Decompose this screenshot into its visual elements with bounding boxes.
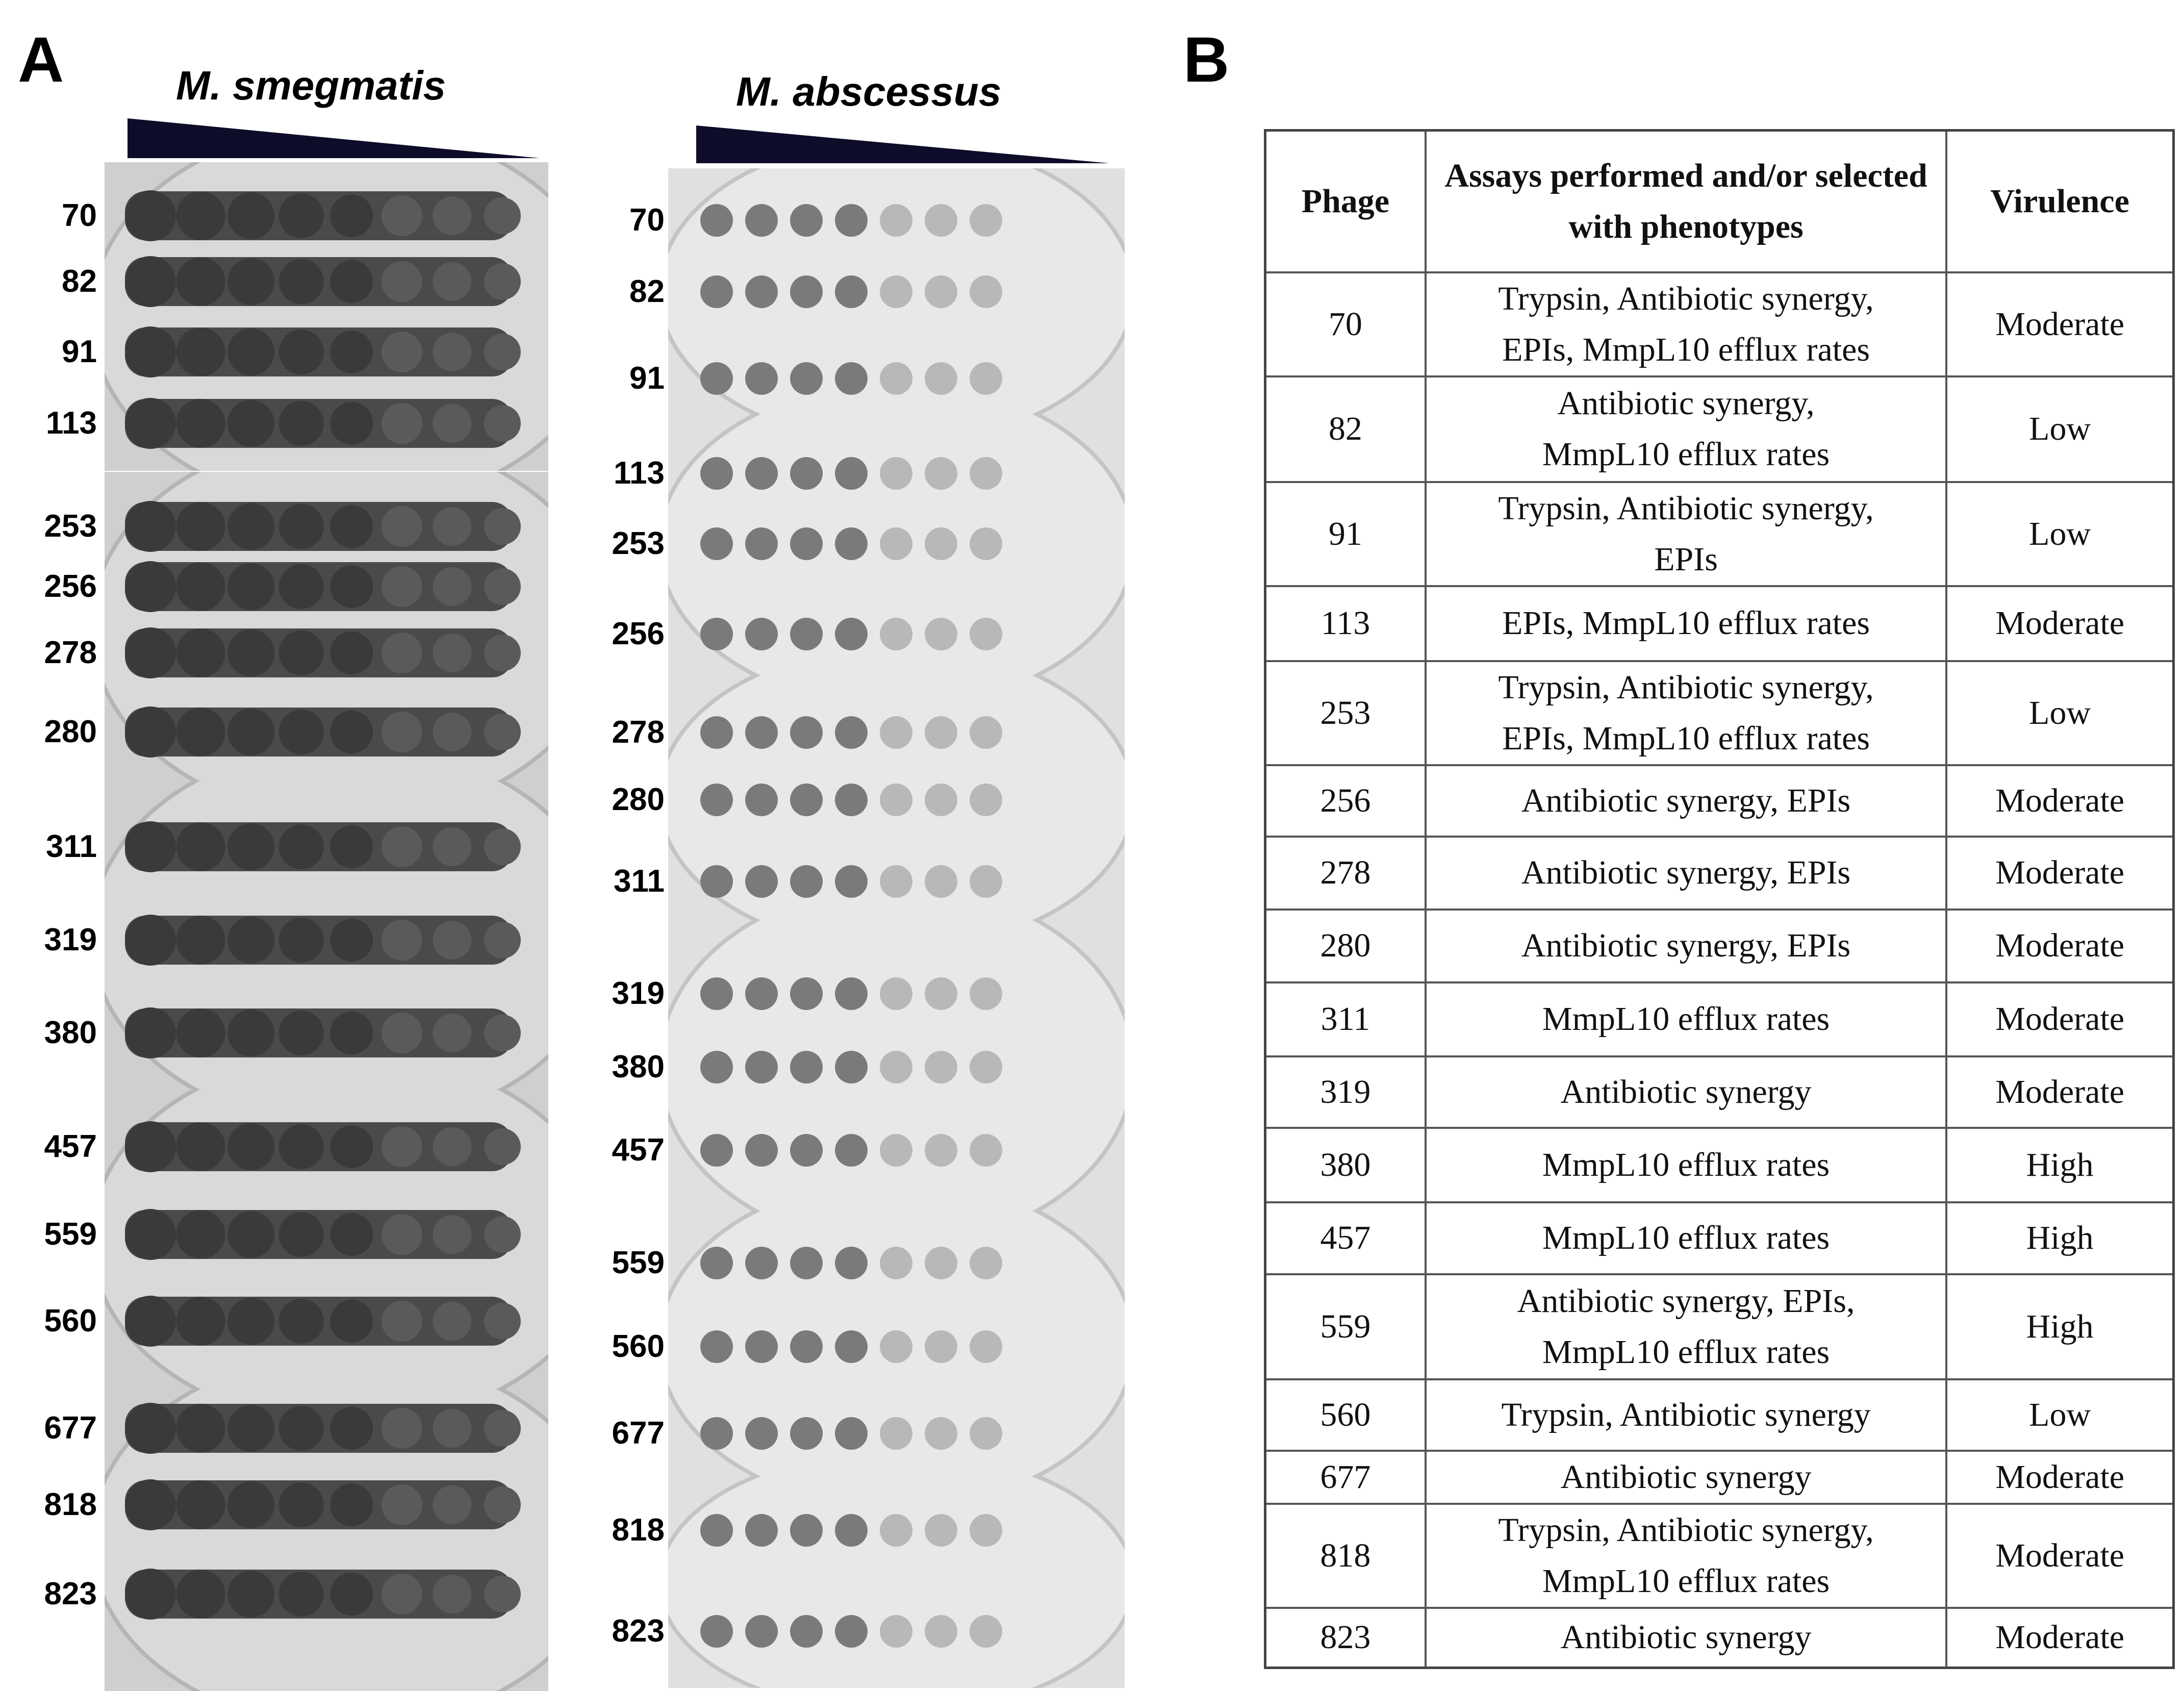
left-phage-row-label: 256 — [44, 569, 97, 604]
cell-phage: 457 — [1265, 1202, 1426, 1274]
cell-assays — [1426, 1128, 1946, 1202]
left-phage-row-label: 818 — [44, 1487, 97, 1522]
left-phage-row-label: 457 — [44, 1129, 97, 1164]
assay-line: Antibiotic synergy — [1560, 1458, 1812, 1496]
cell-assays — [1426, 765, 1946, 837]
cell-phage: 253 — [1265, 661, 1426, 765]
cell-assays — [1426, 482, 1946, 586]
cell-assays — [1426, 837, 1946, 910]
cell-assays — [1426, 1056, 1946, 1128]
header-assays: Assays performed and/or selected with phenotypes — [1426, 131, 1946, 272]
left-phage-row-label: 380 — [44, 1015, 97, 1050]
cell-phage: 82 — [1265, 376, 1426, 482]
cell-phage: 91 — [1265, 482, 1426, 586]
assay-line: Trypsin, Antibiotic synergy — [1501, 1396, 1871, 1433]
assay-line: EPIs — [1654, 540, 1718, 578]
right-plate-drawing — [668, 675, 1125, 920]
cell-phage: 311 — [1265, 982, 1426, 1056]
cell-virulence: Low — [1946, 1379, 2173, 1451]
right-phage-row-label: 559 — [612, 1245, 665, 1280]
table-row — [1265, 765, 2174, 837]
assay-line: Trypsin, Antibiotic synergy, — [1498, 489, 1874, 527]
right-phage-row-label: 380 — [612, 1049, 665, 1084]
right-plate-image — [668, 920, 1125, 1211]
left-phage-row-label: 91 — [62, 334, 97, 369]
table-row — [1265, 1128, 2174, 1202]
assay-line: Trypsin, Antibiotic synergy, — [1498, 1511, 1874, 1549]
left-plate-drawing — [105, 1389, 548, 1691]
left-phage-row-label: 253 — [44, 509, 97, 544]
left-plate-image — [105, 162, 548, 471]
right-plate-drawing — [668, 1211, 1125, 1476]
assay-line: Antibiotic synergy — [1560, 1073, 1812, 1110]
assay-line: MmpL10 efflux rates — [1542, 1333, 1830, 1371]
cell-virulence: Moderate — [1946, 765, 2173, 837]
table-row — [1265, 376, 2174, 482]
cell-assays — [1426, 1504, 1946, 1608]
cell-virulence: Moderate — [1946, 910, 2173, 982]
assay-line: EPIs, MmpL10 efflux rates — [1502, 604, 1870, 642]
cell-phage: 280 — [1265, 910, 1426, 982]
left-phage-row-label: 311 — [45, 829, 97, 864]
left-phage-row-label: 677 — [44, 1410, 97, 1446]
dilution-wedge-abscessus — [696, 125, 1110, 164]
panel-b-letter: B — [1183, 24, 1230, 95]
left-plate-drawing — [105, 1089, 548, 1389]
assay-line: MmpL10 efflux rates — [1542, 1146, 1830, 1183]
cell-virulence: Moderate — [1946, 1608, 2173, 1668]
cell-phage: 823 — [1265, 1608, 1426, 1668]
right-phage-row-label: 253 — [612, 526, 665, 561]
assay-line: MmpL10 efflux rates — [1542, 1219, 1830, 1256]
right-phage-row-label: 256 — [612, 616, 665, 651]
assay-line: Antibiotic synergy, EPIs — [1521, 854, 1851, 891]
cell-virulence: Moderate — [1946, 837, 2173, 910]
header-virulence: Virulence — [1946, 131, 2173, 272]
cell-virulence: Moderate — [1946, 1504, 2173, 1608]
right-plate-drawing — [668, 1476, 1125, 1688]
cell-assays — [1426, 1608, 1946, 1668]
left-phage-row-label: 559 — [44, 1217, 97, 1252]
cell-assays — [1426, 1379, 1946, 1451]
left-phage-row-label: 70 — [62, 198, 97, 233]
right-phage-row-label: 677 — [612, 1416, 665, 1451]
cell-assays — [1426, 982, 1946, 1056]
cell-assays — [1426, 910, 1946, 982]
right-phage-row-label: 319 — [612, 976, 665, 1011]
cell-virulence: Low — [1946, 376, 2173, 482]
left-phage-row-label: 82 — [62, 264, 97, 299]
right-phage-row-label: 278 — [612, 715, 665, 750]
cell-phage: 278 — [1265, 837, 1426, 910]
left-plate-image — [105, 472, 548, 781]
table-row — [1265, 1504, 2174, 1608]
cell-virulence: Low — [1946, 661, 2173, 765]
right-plate-drawing — [668, 414, 1125, 675]
table-row — [1265, 272, 2174, 376]
table-row — [1265, 1451, 2174, 1504]
right-phage-row-label: 70 — [629, 203, 665, 238]
cell-assays — [1426, 376, 1946, 482]
cell-virulence: High — [1946, 1274, 2173, 1379]
right-plate-image — [668, 1211, 1125, 1476]
cell-virulence: Low — [1946, 482, 2173, 586]
right-plate-drawing — [668, 168, 1125, 414]
assay-line: Trypsin, Antibiotic synergy, — [1498, 280, 1874, 317]
assay-line: Antibiotic synergy — [1560, 1619, 1812, 1656]
right-plate-image — [668, 168, 1125, 414]
table-row — [1265, 1056, 2174, 1128]
table-row — [1265, 1202, 2174, 1274]
right-phage-row-label: 280 — [612, 782, 665, 817]
cell-phage: 677 — [1265, 1451, 1426, 1504]
right-plate-image — [668, 675, 1125, 920]
cell-assays — [1426, 1202, 1946, 1274]
cell-assays — [1426, 272, 1946, 376]
left-phage-row-label: 319 — [44, 922, 97, 957]
species-title-smegmatis: M. smegmatis — [176, 63, 446, 108]
assay-line: Antibiotic synergy, EPIs, — [1517, 1282, 1855, 1320]
right-phage-row-label: 818 — [612, 1512, 665, 1548]
assay-line: MmpL10 efflux rates — [1542, 1562, 1830, 1600]
assay-line: Trypsin, Antibiotic synergy, — [1498, 668, 1874, 706]
cell-assays — [1426, 1274, 1946, 1379]
right-phage-row-label: 560 — [612, 1329, 665, 1364]
table-row — [1265, 837, 2174, 910]
table-row — [1265, 982, 2174, 1056]
right-plate-drawing — [668, 920, 1125, 1211]
left-plate-image — [105, 1089, 548, 1389]
cell-phage: 319 — [1265, 1056, 1426, 1128]
species-title-abscessus: M. abscessus — [736, 69, 1002, 114]
cell-virulence: Moderate — [1946, 1056, 2173, 1128]
cell-assays — [1426, 661, 1946, 765]
dilution-wedge-smegmatis — [128, 118, 541, 159]
right-phage-row-label: 823 — [612, 1613, 665, 1649]
right-phage-row-label: 91 — [629, 361, 665, 396]
left-phage-row-label: 560 — [44, 1303, 97, 1339]
cell-phage: 256 — [1265, 765, 1426, 837]
cell-phage: 380 — [1265, 1128, 1426, 1202]
left-phage-row-label: 113 — [45, 406, 97, 441]
left-plate-image — [105, 1389, 548, 1691]
cell-phage: 113 — [1265, 586, 1426, 661]
cell-phage: 818 — [1265, 1504, 1426, 1608]
cell-virulence: Moderate — [1946, 982, 2173, 1056]
cell-assays — [1426, 1451, 1946, 1504]
table-row — [1265, 1274, 2174, 1379]
right-plate-image — [668, 1476, 1125, 1688]
table-row — [1265, 482, 2174, 586]
cell-virulence: High — [1946, 1202, 2173, 1274]
cell-phage: 70 — [1265, 272, 1426, 376]
left-phage-row-label: 823 — [44, 1576, 97, 1611]
table-row — [1265, 1379, 2174, 1451]
right-phage-row-label: 311 — [613, 864, 665, 899]
assay-line: EPIs, MmpL10 efflux rates — [1502, 719, 1870, 757]
table-row — [1265, 661, 2174, 765]
cell-virulence: Moderate — [1946, 1451, 2173, 1504]
cell-assays — [1426, 586, 1946, 661]
phage-assay-table — [1264, 129, 2175, 1669]
cell-virulence: High — [1946, 1128, 2173, 1202]
table-row — [1265, 586, 2174, 661]
header-phage: Phage — [1265, 131, 1426, 272]
table-header-row — [1265, 131, 2174, 272]
panel-a-letter: A — [18, 24, 64, 95]
right-phage-row-label: 113 — [613, 456, 665, 491]
left-plate-drawing — [105, 780, 548, 1090]
cell-virulence: Moderate — [1946, 272, 2173, 376]
cell-phage: 559 — [1265, 1274, 1426, 1379]
assay-line: Antibiotic synergy, EPIs — [1521, 781, 1851, 819]
assay-line: MmpL10 efflux rates — [1542, 1000, 1830, 1038]
left-phage-row-label: 280 — [44, 714, 97, 749]
assay-line: Antibiotic synergy, — [1557, 385, 1815, 422]
left-plate-image — [105, 780, 548, 1090]
cell-virulence: Moderate — [1946, 586, 2173, 661]
table-row — [1265, 910, 2174, 982]
left-phage-row-label: 278 — [44, 635, 97, 670]
assay-line: MmpL10 efflux rates — [1542, 436, 1830, 473]
assay-line: EPIs, MmpL10 efflux rates — [1502, 331, 1870, 368]
cell-phage: 560 — [1265, 1379, 1426, 1451]
assay-line: Antibiotic synergy, EPIs — [1521, 927, 1851, 964]
table-row — [1265, 1608, 2174, 1668]
left-plate-drawing — [105, 162, 548, 471]
left-plate-drawing — [105, 472, 548, 781]
right-phage-row-label: 457 — [612, 1132, 665, 1168]
right-phage-row-label: 82 — [629, 274, 665, 309]
right-plate-image — [668, 414, 1125, 675]
